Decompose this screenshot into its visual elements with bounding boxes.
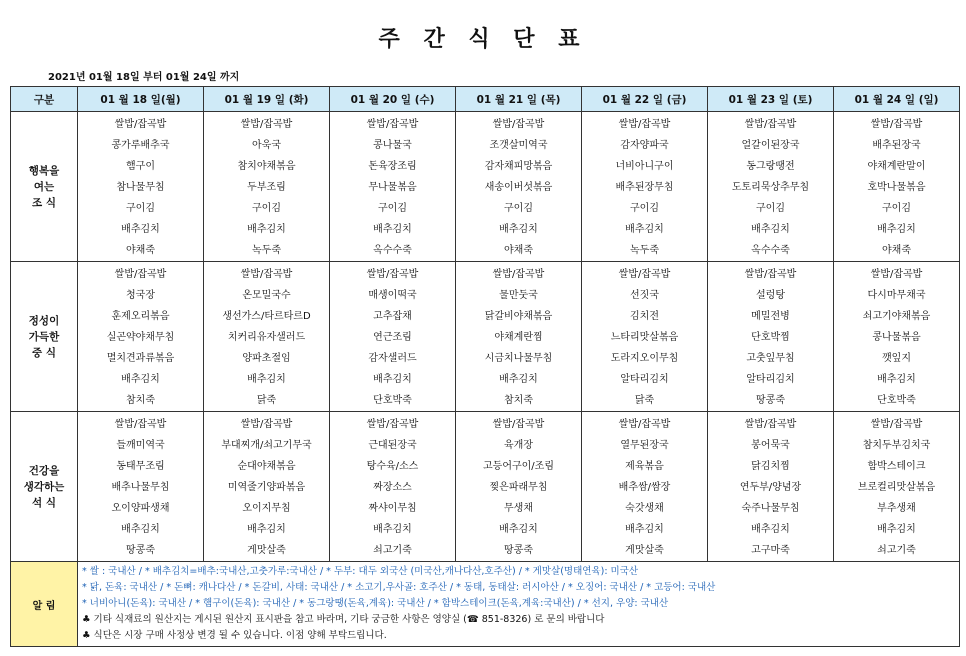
dish-item: 쌀밥/잡곡밥 [492,119,545,130]
dish-item: 오이양파생채 [111,503,170,514]
page-title: 주 간 식 단 표 [378,27,588,52]
dish-item: 쌀밥/잡곡밥 [744,419,797,430]
breakfast-day-cell [78,112,204,262]
dish-item: 쌀밥/잡곡밥 [618,119,671,130]
dinner-day-cell [456,412,582,562]
dish-item: 배추김치 [877,224,916,235]
dish-item: 선짓국 [630,290,659,301]
lunch-day-cell [204,262,330,412]
dish-item: 쇠고기죽 [373,545,412,556]
dish-item: 닭죽 [256,395,277,406]
meal-label-line: 석 식 [32,496,56,509]
dish-item: 연두부/양념장 [739,482,802,493]
dish-item: 배추된장국 [872,140,921,151]
dish-item: 메밀전병 [751,311,790,322]
dish-item: 배추김치 [247,224,286,235]
dish-item: 단호박찜 [751,332,790,343]
notice-line: * 쌀 : 국내산 / * 배추김치=배추:국내산,고춧가루:국내산 / * 두부: 대두 외국산 (미국산,캐나다산,호주산) / * 게맛살(명태연육): 미국산 [82,566,639,577]
dish-item: 배추김치 [499,374,538,385]
dish-item: 물만둣국 [499,290,538,301]
dish-item: 배추김치 [751,524,790,535]
dish-item: 배추김치 [499,224,538,235]
dish-item: 녹두죽 [630,245,659,256]
dish-item: 부추생채 [877,503,916,514]
dish-item: 배추김치 [121,374,160,385]
dish-item: 배추김치 [877,524,916,535]
dish-item: 들깨미역국 [116,440,165,451]
dish-item: 너비아니구이 [615,161,674,172]
dish-item: 치커리유자샐러드 [227,332,306,343]
dish-item: 쌀밥/잡곡밥 [366,269,419,280]
dinner-day-cell [78,412,204,562]
dish-item: 육개장 [504,440,533,451]
dish-item: 근대된장국 [368,440,417,451]
dish-item: 훈제오리볶음 [111,311,170,322]
dish-item: 닭죽 [634,395,655,406]
dish-item: 동그랑땡전 [746,161,795,172]
dish-item: 고추잡채 [373,311,412,322]
dish-item: 배추김치 [121,224,160,235]
dish-item: 함박스테이크 [867,461,926,472]
dish-item: 단호박죽 [877,395,916,406]
dish-item: 쌀밥/잡곡밥 [240,269,293,280]
dish-item: 콩나물볶음 [872,332,921,343]
category-header: 구분 [11,87,78,112]
dish-item: 옥수수죽 [751,245,790,256]
dish-item: 연근조림 [373,332,412,343]
meal-label-line: 조 식 [32,196,56,209]
dish-item: 쌀밥/잡곡밥 [744,269,797,280]
notice-line: * 너비아니(돈육): 국내산 / * 햄구이(돈육): 국내산 / * 동그랑땡(돈육,계육): 국내산 / * 함박스테이크(돈육,계육:국내산) / * 선지, 우양: 국내산 [82,598,669,609]
dish-item: 게맛살죽 [625,545,664,556]
meal-label-line: 정성이 [28,314,60,327]
dish-item: 쌀밥/잡곡밥 [870,269,923,280]
dish-item: 무나물볶음 [368,182,417,193]
breakfast-day-cell [330,112,456,262]
dinner-day-cell [204,412,330,562]
dish-item: 게맛살죽 [247,545,286,556]
header-row [11,87,960,112]
dish-item: 감자채피망볶음 [484,161,553,172]
dish-item: 느타리맛살볶음 [610,332,679,343]
dish-item: 김치전 [630,311,659,322]
dish-item: 배추김치 [373,224,412,235]
dish-item: 봉어묵국 [751,440,790,451]
dish-item: 짜샤이무침 [368,503,417,514]
dish-item: 무생채 [504,503,533,514]
dish-item: 청국장 [126,290,155,301]
dish-item: 브로컬리맛살볶음 [857,482,936,493]
dish-item: 알타리김치 [746,374,795,385]
dish-item: 설렁탕 [756,290,785,301]
dish-item: 참치야채볶음 [237,161,296,172]
dish-item: 멸치견과류볶음 [106,353,175,364]
dish-item: 배추김치 [751,224,790,235]
dish-item: 닭김치찜 [751,461,790,472]
dish-item: 배추나물무침 [111,482,170,493]
day-header: 01 월 18 일(월) [78,87,204,112]
dish-item: 온모밀국수 [242,290,291,301]
breakfast-day-cell [582,112,708,262]
dish-item: 열무된장국 [620,440,669,451]
dish-item: 쌀밥/잡곡밥 [870,119,923,130]
dish-item: 도라지오이무침 [610,353,679,364]
dish-item: 생선가스/타르타르D [222,311,311,322]
dish-item: 배추김치 [373,374,412,385]
dish-item: 깻잎지 [882,353,911,364]
dish-item: 쌀밥/잡곡밥 [618,269,671,280]
dish-item: 야채계란말이 [867,161,926,172]
day-header: 01 월 24 일 (일) [834,87,960,112]
dish-item: 찢은파래무침 [489,482,548,493]
lunch-day-cell [456,262,582,412]
dish-item: 탕수육/소스 [366,461,419,472]
meal-label-line: 중 식 [32,346,56,359]
dish-item: 두부조림 [247,182,286,193]
day-header: 01 월 22 일 (금) [582,87,708,112]
dish-item: 구이김 [882,203,911,214]
dish-item: 고춧잎무침 [746,353,795,364]
lunch-day-cell [78,262,204,412]
dish-item: 쌀밥/잡곡밥 [492,419,545,430]
notice-label: 알 림 [11,562,78,647]
dish-item: 부대찌개/쇠고기무국 [221,440,312,451]
lunch-day-cell [834,262,960,412]
lunch-row [11,262,960,412]
dish-item: 실곤약야채무침 [106,332,175,343]
dish-item: 쌀밥/잡곡밥 [366,119,419,130]
dish-item: 쌀밥/잡곡밥 [618,419,671,430]
dish-item: 땅콩죽 [504,545,533,556]
dish-item: 짜장소스 [373,482,412,493]
notice-line: ♣ 식단은 시장 구매 사정상 변경 될 수 있습니다. 이점 양해 부탁드립니다. [82,630,387,641]
day-header: 01 월 21 일 (목) [456,87,582,112]
dish-item: 배추된장무침 [615,182,674,193]
dish-item: 돈육장조림 [368,161,417,172]
dish-item: 참치두부김치국 [862,440,931,451]
breakfast-day-cell [456,112,582,262]
dish-item: 조갯살미역국 [489,140,548,151]
dish-item: 매생이떡국 [368,290,417,301]
lunch-label [11,262,78,412]
lunch-day-cell [330,262,456,412]
dish-item: 콩나물국 [373,140,412,151]
dish-item: 야채계란찜 [494,332,543,343]
dish-item: 구이김 [630,203,659,214]
dinner-day-cell [330,412,456,562]
dish-item: 콩가루배추국 [111,140,170,151]
dish-item: 구이김 [756,203,785,214]
notice-row [11,562,960,647]
dinner-day-cell [834,412,960,562]
dish-item: 다시마무채국 [867,290,926,301]
dish-item: 땅콩죽 [756,395,785,406]
notice-line: * 닭, 돈육: 국내산 / * 돈뼈: 캐나다산 / * 돈갈비, 사태: 국내산 / * 소고기,우사골: 호주산 / * 동태, 동태살: 러시아산 / * 오징어: 국내산 / * 고등어: 국내산 [82,582,716,593]
dish-item: 미역줄기양파볶음 [227,482,306,493]
dish-item: 배추김치 [877,374,916,385]
dish-item: 배추김치 [499,524,538,535]
dish-item: 구이김 [252,203,281,214]
date-range: 2021년 01월 18일 부터 01월 24일 까지 [48,72,240,83]
dish-item: 옥수수죽 [373,245,412,256]
dish-item: 아욱국 [252,140,281,151]
notice-content [78,562,960,647]
meal-label-line: 가득한 [28,330,60,343]
dish-item: 쌀밥/잡곡밥 [870,419,923,430]
dish-item: 배추김치 [373,524,412,535]
day-header: 01 월 19 일 (화) [204,87,330,112]
breakfast-day-cell [204,112,330,262]
dish-item: 닭갈비야채볶음 [484,311,553,322]
dish-item: 제육볶음 [625,461,664,472]
dish-item: 야채죽 [126,245,155,256]
day-header: 01 월 23 일 (토) [708,87,834,112]
dish-item: 감자샐러드 [368,353,417,364]
dish-item: 숙주나물무침 [741,503,800,514]
lunch-day-cell [582,262,708,412]
dish-item: 녹두죽 [252,245,281,256]
meal-label-line: 여는 [33,180,55,193]
dish-item: 고등어구이/조림 [483,461,554,472]
dish-item: 동태무조림 [116,461,165,472]
day-header: 01 월 20 일 (수) [330,87,456,112]
dish-item: 쇠고기야채볶음 [862,311,931,322]
weekly-menu-table [10,86,960,647]
dish-item: 쌀밥/잡곡밥 [240,119,293,130]
dish-item: 단호박죽 [373,395,412,406]
dish-item: 감자양파국 [620,140,669,151]
meal-label-line: 건강을 [28,464,60,477]
dish-item: 호박나물볶음 [867,182,926,193]
dish-item: 참치죽 [504,395,533,406]
dish-item: 구이김 [504,203,533,214]
dish-item: 쇠고기죽 [877,545,916,556]
dish-item: 배추김치 [625,224,664,235]
dish-item: 배추김치 [247,524,286,535]
dish-item: 순대야채볶음 [237,461,296,472]
dish-item: 쌀밥/잡곡밥 [114,269,167,280]
dish-item: 숙갓생채 [625,503,664,514]
meal-label-line: 생각하는 [23,480,65,493]
dish-item: 쌀밥/잡곡밥 [366,419,419,430]
dinner-day-cell [708,412,834,562]
dish-item: 배추쌈/쌈장 [618,482,671,493]
dish-item: 양파초절임 [242,353,291,364]
dinner-day-cell [582,412,708,562]
dish-item: 쌀밥/잡곡밥 [114,119,167,130]
dish-item: 오이지무침 [242,503,291,514]
dish-item: 배추김치 [625,524,664,535]
dish-item: 야채죽 [882,245,911,256]
dish-item: 햄구이 [126,161,155,172]
dish-item: 쌀밥/잡곡밥 [240,419,293,430]
dish-item: 땅콩죽 [126,545,155,556]
dish-item: 얼갈이된장국 [741,140,800,151]
dish-item: 야채죽 [504,245,533,256]
dish-item: 도토리묵상추무침 [731,182,810,193]
dish-item: 쌀밥/잡곡밥 [492,269,545,280]
dish-item: 구이김 [126,203,155,214]
meal-label-line: 행복을 [28,164,60,177]
dish-item: 시금치나물무침 [484,353,553,364]
dish-item: 쌀밥/잡곡밥 [744,119,797,130]
dinner-row [11,412,960,562]
dish-item: 고구마죽 [751,545,790,556]
dish-item: 쌀밥/잡곡밥 [114,419,167,430]
dish-item: 배추김치 [247,374,286,385]
breakfast-label [11,112,78,262]
breakfast-row [11,112,960,262]
dish-item: 알타리김치 [620,374,669,385]
dish-item: 새송이버섯볶음 [484,182,553,193]
dish-item: 구이김 [378,203,407,214]
breakfast-day-cell [834,112,960,262]
dinner-label [11,412,78,562]
notice-line: ♣ 기타 식재료의 원산지는 게시된 원산지 표시판을 참고 바라며, 기타 궁금한 사항은 영양실 (☎ 851-8326) 로 문의 바랍니다 [82,614,605,625]
dish-item: 참치죽 [126,395,155,406]
breakfast-day-cell [708,112,834,262]
lunch-day-cell [708,262,834,412]
dish-item: 배추김치 [121,524,160,535]
dish-item: 참나물무침 [116,182,165,193]
